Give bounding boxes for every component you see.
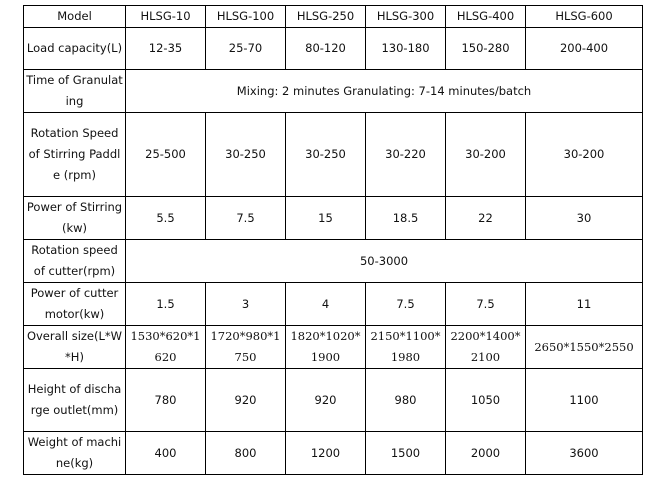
table-cell: 780 — [126, 369, 206, 432]
table-cell: 920 — [206, 369, 286, 432]
table-cell: 800 — [206, 432, 286, 475]
table-cell: 150-280 — [446, 28, 526, 70]
table-cell: 11 — [526, 283, 643, 326]
span-cell: Mixing: 2 minutes Granulating: 7-14 minutes/batch — [126, 70, 643, 113]
table-cell: 980 — [366, 369, 446, 432]
table-cell: 30 — [526, 197, 643, 240]
table-cell: 30-250 — [206, 113, 286, 197]
header-cell: HLSG-300 — [366, 6, 446, 28]
row-label: Overall size(L*W*H) — [24, 326, 126, 369]
table-cell: 1820*1020*1900 — [286, 326, 366, 369]
table-cell: 1100 — [526, 369, 643, 432]
header-cell: HLSG-600 — [526, 6, 643, 28]
table-cell: 5.5 — [126, 197, 206, 240]
span-cell: 50-3000 — [126, 240, 643, 283]
table-cell: 30-250 — [286, 113, 366, 197]
table-cell: 1050 — [446, 369, 526, 432]
table-cell: 2200*1400*2100 — [446, 326, 526, 369]
table-row — [24, 70, 643, 113]
table-cell: 12-35 — [126, 28, 206, 70]
spec-table — [23, 5, 643, 475]
header-cell: HLSG-400 — [446, 6, 526, 28]
row-label: Power of Stirring(kw) — [24, 197, 126, 240]
table-row — [24, 240, 643, 283]
table-cell: 4 — [286, 283, 366, 326]
header-cell: HLSG-10 — [126, 6, 206, 28]
header-row — [24, 6, 643, 28]
table-cell: 25-70 — [206, 28, 286, 70]
table-cell: 80-120 — [286, 28, 366, 70]
table-cell: 2000 — [446, 432, 526, 475]
table-cell: 7.5 — [366, 283, 446, 326]
table-cell: 7.5 — [206, 197, 286, 240]
table-cell: 2150*1100*1980 — [366, 326, 446, 369]
header-cell: Model — [24, 6, 126, 28]
table-cell: 30-220 — [366, 113, 446, 197]
table-cell: 130-180 — [366, 28, 446, 70]
table-row — [24, 197, 643, 240]
header-cell: HLSG-100 — [206, 6, 286, 28]
table-cell: 1720*980*1750 — [206, 326, 286, 369]
row-label: Rotation Speed of Stirring Paddle (rpm) — [24, 113, 126, 197]
table-row — [24, 369, 643, 432]
table-cell: 30-200 — [446, 113, 526, 197]
table-row — [24, 113, 643, 197]
row-label: Load capacity(L) — [24, 28, 126, 70]
table-cell: 1.5 — [126, 283, 206, 326]
table-cell: 1200 — [286, 432, 366, 475]
table-cell: 30-200 — [526, 113, 643, 197]
table-cell: 3600 — [526, 432, 643, 475]
row-label: Rotation speed of cutter(rpm) — [24, 240, 126, 283]
table-cell: 2650*1550*2550 — [526, 326, 643, 369]
table-cell: 22 — [446, 197, 526, 240]
row-label: Height of discharge outlet(mm) — [24, 369, 126, 432]
table-cell: 7.5 — [446, 283, 526, 326]
table-cell: 18.5 — [366, 197, 446, 240]
table-cell: 25-500 — [126, 113, 206, 197]
table-cell: 1530*620*1620 — [126, 326, 206, 369]
table-row — [24, 283, 643, 326]
table-row — [24, 28, 643, 70]
table-cell: 1500 — [366, 432, 446, 475]
table-cell: 400 — [126, 432, 206, 475]
table-cell: 200-400 — [526, 28, 643, 70]
row-label: Power of cutter motor(kw) — [24, 283, 126, 326]
row-label: Time of Granulating — [24, 70, 126, 113]
row-label: Weight of machine(kg) — [24, 432, 126, 475]
header-cell: HLSG-250 — [286, 6, 366, 28]
table-cell: 920 — [286, 369, 366, 432]
table-cell: 3 — [206, 283, 286, 326]
table-cell: 15 — [286, 197, 366, 240]
table-row — [24, 432, 643, 475]
table-row — [24, 326, 643, 369]
